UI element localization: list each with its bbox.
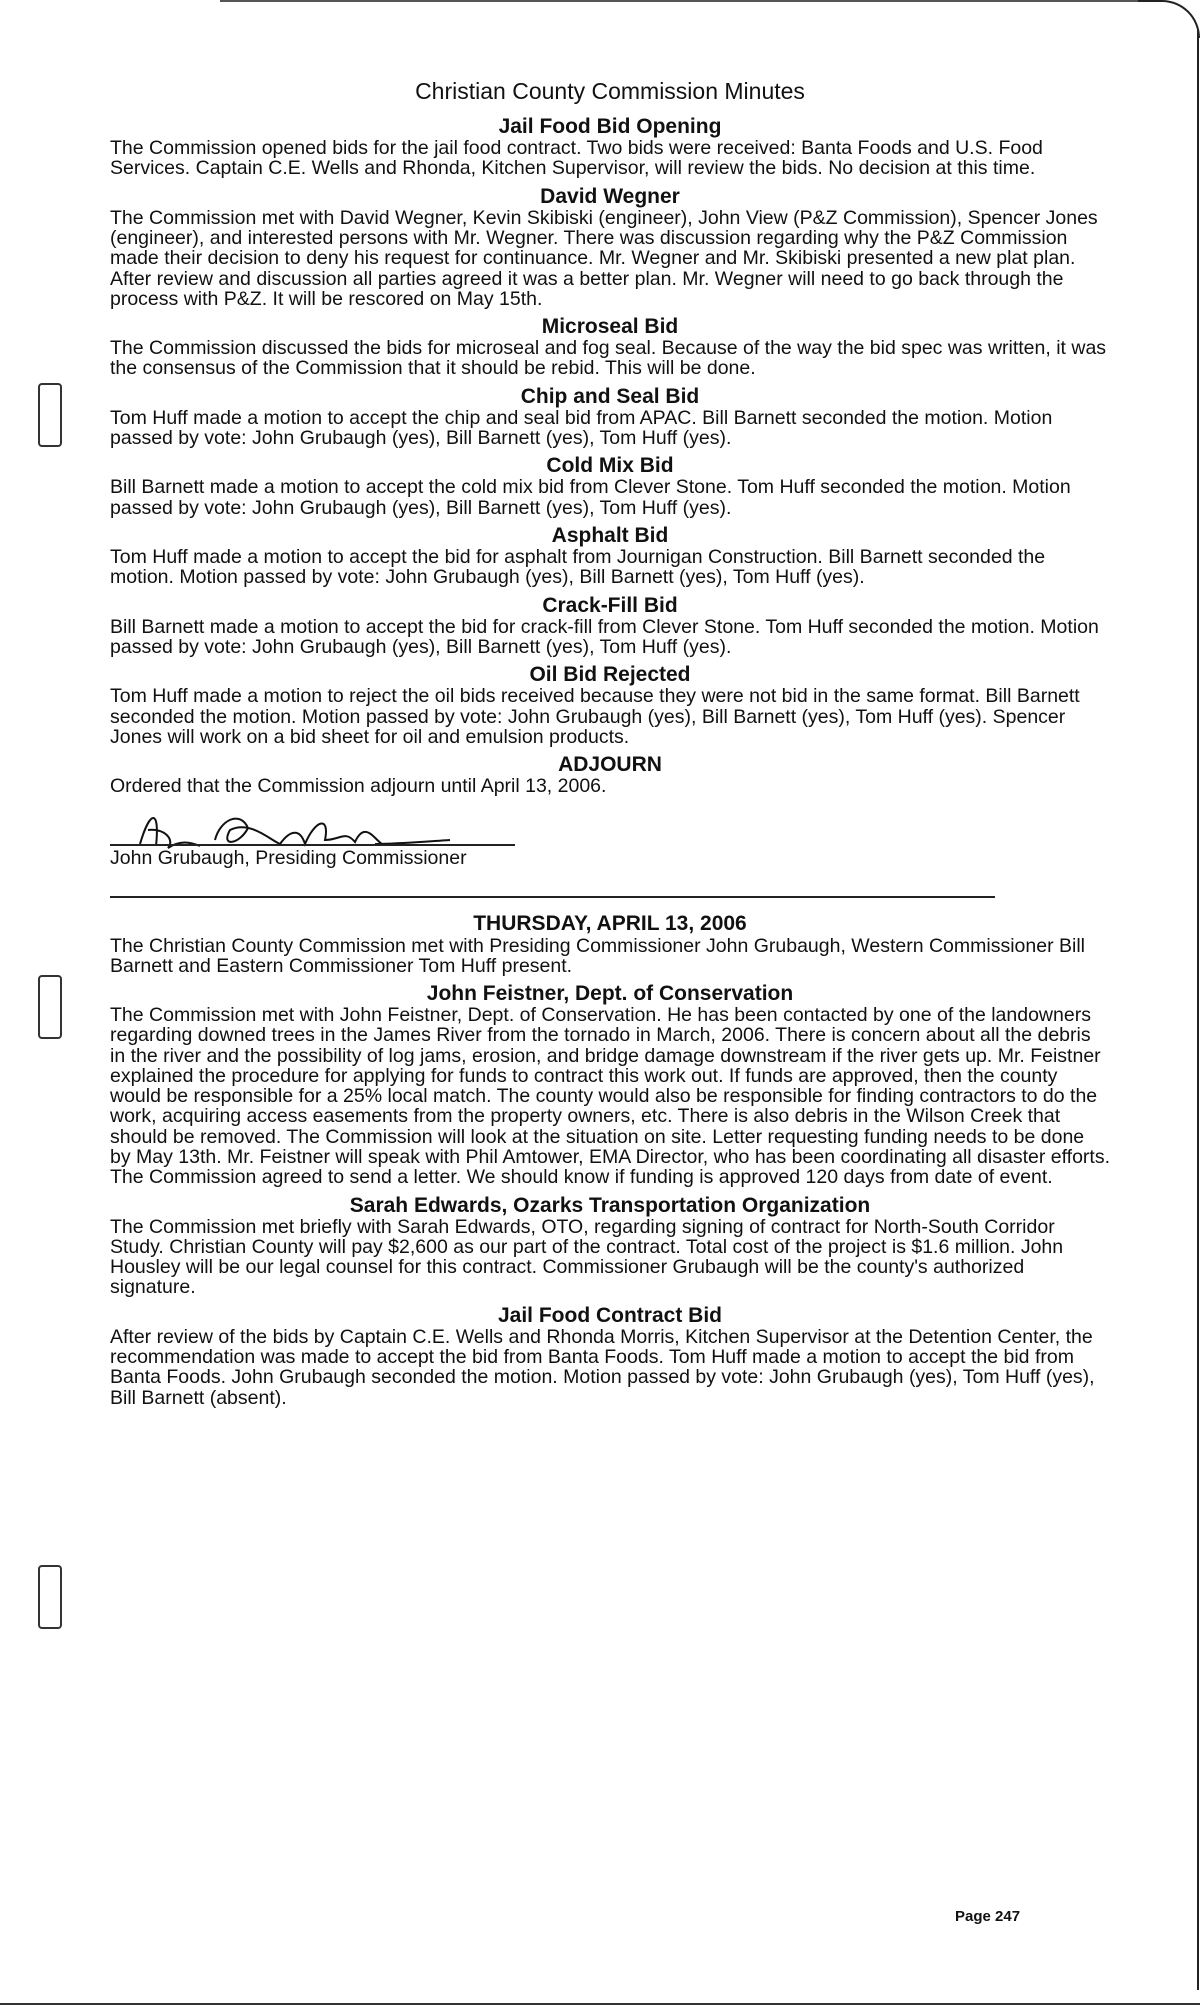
binder-hole bbox=[38, 383, 62, 447]
document-body bbox=[110, 78, 1110, 1414]
section-body: Bill Barnett made a motion to accept the bid for crack-fill from Clever Stone. Tom Huff seconded the motion. Motion passed by vote: John Grubaugh (yes), Bill Barnett (yes), Tom Huff (yes). bbox=[110, 615, 1099, 658]
section-body: The Commission met briefly with Sarah Edwards, OTO, regarding signing of contract for North-South Corridor Study. Christian County will pay $2,600 as our part of the contract. Total cost of the project is $1.6 million. John Housley will be our legal counsel for this contract. Commissioner Grubaugh will be the county's authorized signature. bbox=[110, 1215, 1064, 1299]
section-divider bbox=[110, 896, 995, 898]
section-body: The Commission met with John Feistner, Dept. of Conservation. He has been contacted by one of the landowners regarding downed trees in the James River from the tornado in March, 2006. There is concern about all the debris in the river and the possibility of log jams, erosion, and bridge damage downstream if the river gets up. Mr. Feistner explained the procedure for applying for funds to contract this work out. If funds are approved, then the county would be responsible for a 25% local match. The county would also be responsible for finding contractors to do the work, acquiring access easements from the property owners, etc. There is also debris in the Wilson Creek that should be removed. The Commission will look at the situation on site. Letter requesting funding needs to be done by May 13th. Mr. Feistner will speak with Phil Amtower, EMA Director, who has been coordinating all disaster efforts. The Commission agreed to send a letter. We should know if funding is approved 120 days from date of event. bbox=[110, 1004, 1111, 1189]
section-heading: Crack-Fill Bid bbox=[542, 593, 678, 617]
sections-part1 bbox=[110, 115, 1110, 796]
section-heading: Oil Bid Rejected bbox=[529, 663, 691, 687]
sections-part2 bbox=[110, 912, 1110, 1407]
section-heading: ADJOURN bbox=[558, 753, 662, 777]
section-body: The Christian County Commission met with Presiding Commissioner John Grubaugh, Western Commissioner Bill Barnett and Eastern Commissioner Tom Huff present. bbox=[110, 934, 1085, 977]
section-body: Tom Huff made a motion to reject the oil bids received because they were not bid in the same format. Bill Barnett seconded the motion. Motion passed by vote: John Grubaugh (yes), Bill Barnett (yes), Tom Huff (yes). Spencer Jones will work on a bid sheet for oil and emulsion products. bbox=[110, 685, 1080, 748]
binder-hole bbox=[38, 1565, 62, 1629]
page-edge bbox=[220, 0, 1160, 2]
section-body: Bill Barnett made a motion to accept the cold mix bid from Clever Stone. Tom Huff seconded the motion. Motion passed by vote: John Grubaugh (yes), Bill Barnett (yes), Tom Huff (yes). bbox=[110, 476, 1071, 519]
section-heading: Chip and Seal Bid bbox=[520, 384, 700, 408]
section-heading: THURSDAY, APRIL 13, 2006 bbox=[473, 912, 747, 936]
signature-block bbox=[110, 802, 1110, 884]
page-edge-right bbox=[1197, 30, 1199, 1990]
section-body: The Commission met with David Wegner, Kevin Skibiski (engineer), John View (P&Z Commission), Spencer Jones (engineer), and interested persons with Mr. Wegner. There was discussion regarding why the P&Z Commission made their decision to deny his request for continuance. Mr. Wegner and Mr. Skibiski presented a new plat plan. After review and discussion all parties agreed it was a better plan. Mr. Wegner will need to go back through the process with P&Z. It will be rescored on May 15th. bbox=[110, 206, 1098, 310]
section-heading: John Feistner, Dept. of Conservation bbox=[426, 982, 794, 1006]
section-body: Tom Huff made a motion to accept the chip and seal bid from APAC. Bill Barnett seconded the motion. Motion passed by vote: John Grubaugh (yes), Bill Barnett (yes), Tom Huff (yes). bbox=[110, 406, 1053, 450]
page-number: Page 247 bbox=[955, 1908, 1021, 1925]
section-heading: Jail Food Bid Opening bbox=[498, 115, 722, 138]
page-corner bbox=[1138, 0, 1200, 38]
page-edge-bottom bbox=[0, 2003, 1200, 2005]
section-body: The Commission discussed the bids for microseal and fog seal. Because of the way the bid spec was written, it was the consensus of the Commission that it should be rebid. This will be done. bbox=[110, 337, 1107, 380]
section-heading: Sarah Edwards, Ozarks Transportation Organization bbox=[349, 1193, 871, 1217]
signature-line bbox=[110, 844, 515, 846]
section-heading: David Wegner bbox=[540, 184, 680, 208]
binder-hole bbox=[38, 975, 62, 1039]
section-body: Tom Huff made a motion to accept the bid for asphalt from Journigan Construction. Bill Barnett seconded the motion. Motion passed by vote: John Grubaugh (yes), Bill Barnett (yes), Tom Huff (yes). bbox=[110, 546, 1046, 589]
section-body: Ordered that the Commission adjourn until April 13, 2006. bbox=[110, 775, 607, 798]
section-body: The Commission opened bids for the jail food contract. Two bids were received: Banta Foods and U.S. Food Services. Captain C.E. Wells and Rhonda, Kitchen Supervisor, will review the bids. No decision at this time. bbox=[110, 137, 1043, 180]
section-heading: Cold Mix Bid bbox=[546, 454, 674, 478]
section-heading: Asphalt Bid bbox=[551, 523, 669, 547]
section-body: After review of the bids by Captain C.E. Wells and Rhonda Morris, Kitchen Supervisor at the Detention Center, the recommendation was made to accept the bid from Banta Foods. Tom Huff made a motion to accept the bid from Banta Foods. John Grubaugh seconded the motion. Motion passed by vote: John Grubaugh (yes), Tom Huff (yes), Bill Barnett (absent). bbox=[110, 1325, 1095, 1409]
signature-name: John Grubaugh, Presiding Commissioner bbox=[110, 847, 467, 870]
section-heading: Jail Food Contract Bid bbox=[497, 1303, 722, 1327]
document-title: Christian County Commission Minutes bbox=[415, 78, 805, 104]
section-heading: Microseal Bid bbox=[541, 315, 679, 339]
